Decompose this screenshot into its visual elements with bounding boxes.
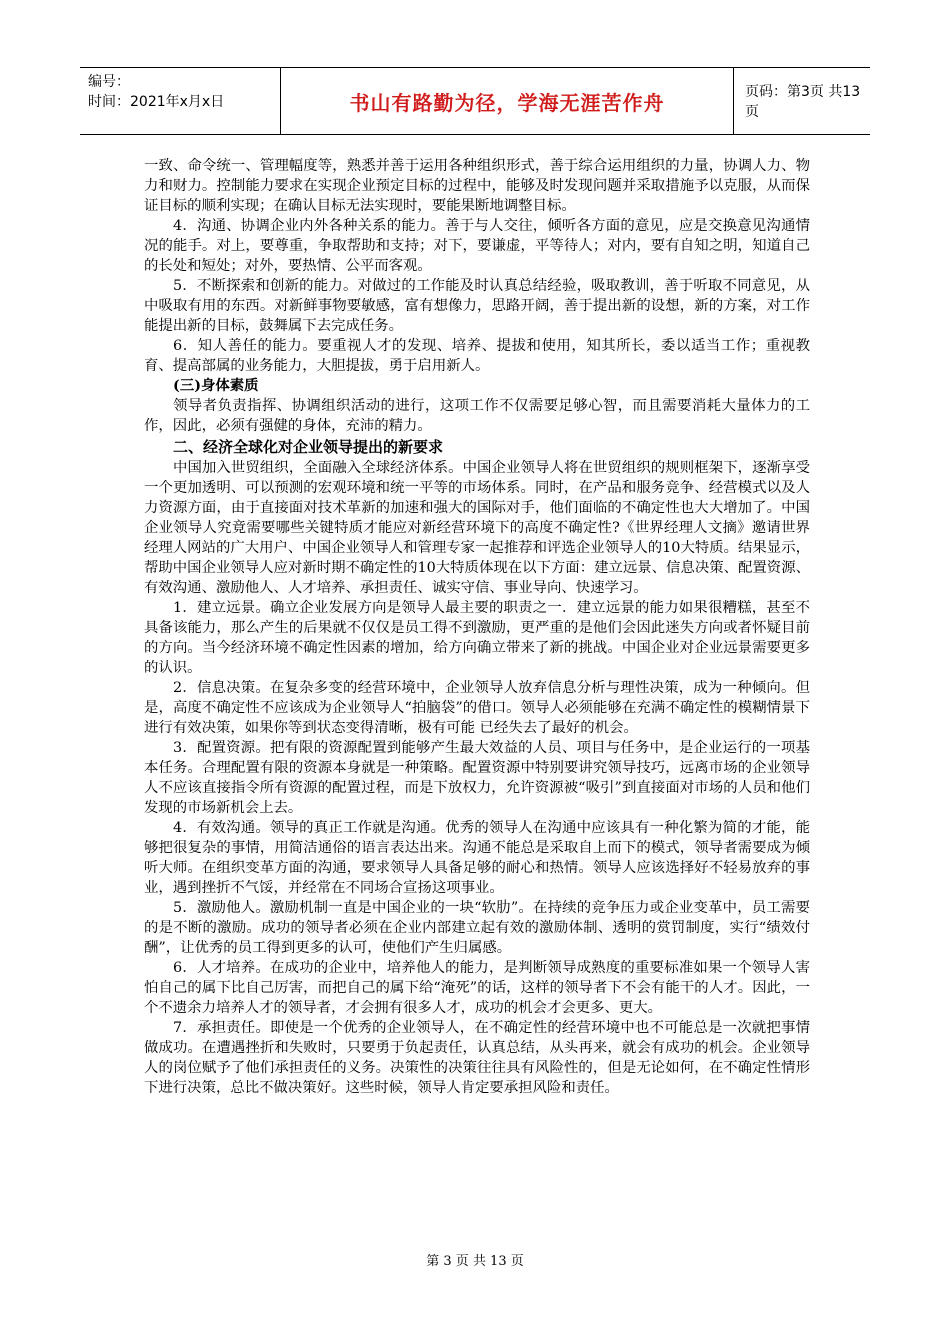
header-motto-cell	[280, 68, 734, 134]
header-motto: 书山有路勤为径，学海无涯苦作舟	[349, 90, 665, 115]
paragraph: 7．承担责任。即使是一个优秀的企业领导人，在不确定性的经营环境中也不可能总是一次就把事情做成功。在遭遇挫折和失败时，只要勇于负起责任，认真总结，从头再来，就会有成功的机会。企业领导人的岗位赋予了他们承担责任的义务。决策性的决策往往具有风险性的，但是无论如何，在不确定性情形下进行决策，总比不做决策好。这些时候，领导人肯定要承担风险和责任。	[144, 1020, 810, 1096]
document-body	[144, 156, 810, 1098]
paragraph: 一致、命令统一、管理幅度等，熟悉并善于运用各种组织形式，善于综合运用组织的力量，协调人力、物力和财力。控制能力要求在实现企业预定目标的过程中，能够及时发现问题并采取措施予以克服，从而保证目标的顺利实现；在确认目标无法实现时，要能果断地调整目标。	[144, 158, 810, 214]
paragraph: 4．沟通、协调企业内外各种关系的能力。善于与人交往，倾听各方面的意见，应是交换意见沟通情况的能手。对上，要尊重，争取帮助和支持；对下，要谦虚，平等待人；对内，要有自知之明，知道自己的长处和短处；对外，要热情、公平而客观。	[144, 218, 810, 274]
paragraph: 2．信息决策。在复杂多变的经营环境中，企业领导人放弃信息分析与理性决策，成为一种倾向。但是，高度不确定性不应该成为企业领导人“拍脑袋”的借口。领导人必须能够在充满不确定性的模糊情景下进行有效决策，如果你等到状态变得清晰，极有可能 已经失去了最好的机会。	[144, 680, 810, 736]
header-meta	[80, 68, 280, 134]
page-info-text: 页码：第3页 共13页	[745, 84, 861, 120]
paragraph: 4．有效沟通。领导的真正工作就是沟通。优秀的领导人在沟通中应该具有一种化繁为简的才能，能够把很复杂的事情，用简洁通俗的语言表达出来。沟通不能总是采取自上而下的模式，领导者需要成为倾听大师。在组织变革方面的沟通，要求领导人具备足够的耐心和热情。领导人应该选择好不轻易放弃的事业，遇到挫折不气馁，并经常在不同场合宣扬这项事业。	[144, 820, 810, 896]
footer-page-number: 第 3 页 共 13 页	[426, 1254, 524, 1269]
paragraph: 5．激励他人。激励机制一直是中国企业的一块“软肋”。在持续的竞争压力或企业变革中，员工需要的是不断的激励。成功的领导者必须在企业内部建立起有效的激励体制、透明的赏罚制度，实行“绩效付酬”，让优秀的员工得到更多的认可，使他们产生归属感。	[144, 900, 810, 956]
header-page-info	[733, 68, 870, 134]
section-heading: (三)身体素质	[173, 377, 259, 394]
paragraph: 中国加入世贸组织，全面融入全球经济体系。中国企业领导人将在世贸组织的规则框架下，逐渐享受一个更加透明、可以预测的宏观环境和统一平等的市场体系。同时，在产品和服务竞争、经营模式以及人力资源方面，由于直接面对技术革新的加速和强大的国际对手，他们面临的不确定性也大大增加了。中国企业领导人究竟需要哪些关键特质才能应对新经营环境下的高度不确定性?《世界经理人文摘》邀请世界经理人网站的广大用户、中国企业领导人和管理专家一起推荐和评选企业领导人的10大特质。结果显示，帮助中国企业领导人应对新时期不确定性的10大特质体现在以下方面：建立远景、信息决策、配置资源、有效沟通、激励他人、人才培养、承担责任、诚实守信、事业导向、快速学习。	[144, 460, 810, 596]
time-label: 时间：2021年x月x日	[88, 94, 225, 110]
paragraph: 1．建立远景。确立企业发展方向是领导人最主要的职责之一．建立远景的能力如果很糟糕，甚至不具备该能力，那么产生的后果就不仅仅是员工得不到激励，更严重的是他们会因此迷失方向或者怀疑目前的方向。当今经济环境不确定性因素的增加，给方向确立带来了新的挑战。中国企业对企业远景需要更多的认识。	[144, 600, 810, 676]
paragraph: 领导者负责指挥、协调组织活动的进行，这项工作不仅需要足够心智，而且需要消耗大量体力的工作，因此，必须有强健的身体，充沛的精力。	[144, 398, 810, 434]
paragraph: 6．知人善任的能力。要重视人才的发现、培养、提拔和使用，知其所长，委以适当工作；重视教育、提高部属的业务能力，大胆提拔，勇于启用新人。	[144, 338, 810, 374]
number-label: 编号：	[88, 74, 130, 90]
paragraph: 3．配置资源。把有限的资源配置到能够产生最大效益的人员、项目与任务中，是企业运行的一项基本任务。合理配置有限的资源本身就是一种策略。配置资源中特别要讲究领导技巧，远离市场的企业领导人不应该直接指令所有资源的配置过程，而是下放权力，允许资源被“吸引”到直接面对市场的人员和他们发现的市场新机会上去。	[144, 740, 810, 816]
document-header	[80, 67, 870, 135]
page-footer	[0, 1250, 950, 1269]
paragraph: 6．人才培养。在成功的企业中，培养他人的能力，是判断领导成熟度的重要标准如果一个领导人害怕自己的属下比自己厉害，而把自己的属下给“淹死”的话，这样的领导者下不会有能干的人才。因此，一个不遗余力培养人才的领导者，才会拥有很多人才，成功的机会才会更多、更大。	[144, 960, 810, 1016]
section-heading: 二、经济全球化对企业领导提出的新要求	[173, 438, 444, 456]
paragraph: 5．不断探索和创新的能力。对做过的工作能及时认真总结经验，吸取教训，善于听取不同意见，从中吸取有用的东西。对新鲜事物要敏感，富有想像力，思路开阔，善于提出新的设想，新的方案，对工作能提出新的目标，鼓舞属下去完成任务。	[144, 278, 810, 334]
